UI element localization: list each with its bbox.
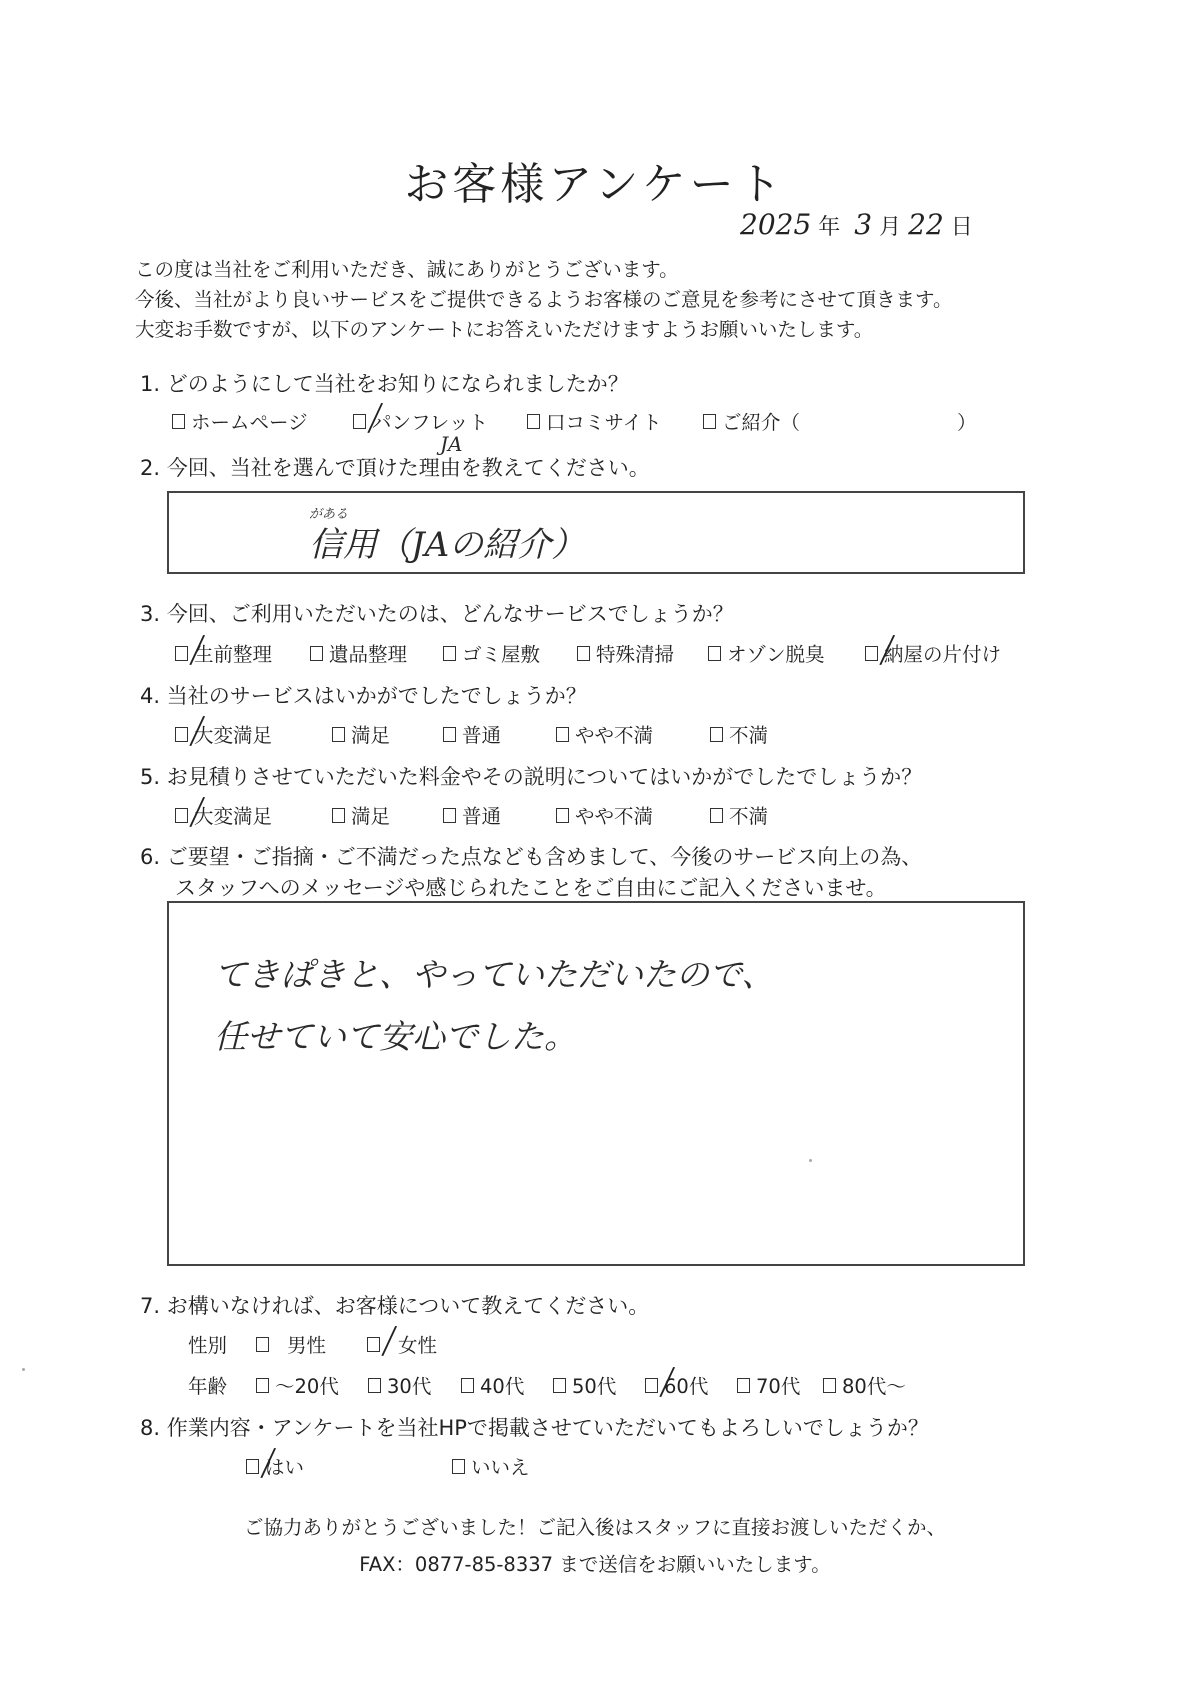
- q6-answer-box[interactable]: [167, 901, 1025, 1266]
- checkbox[interactable]: [461, 1378, 474, 1393]
- q7-age-20s-under[interactable]: ～20代: [256, 1371, 339, 1399]
- checkbox[interactable]: [443, 646, 456, 661]
- q2-answer-box[interactable]: [167, 491, 1025, 574]
- checkbox[interactable]: [556, 727, 569, 742]
- q5-option-slightly-dissatisfied[interactable]: やや不満: [556, 801, 653, 829]
- question-7-age-row: [0, 1372, 1190, 1398]
- q4-option-normal[interactable]: 普通: [443, 720, 501, 748]
- q5-option-normal[interactable]: 普通: [443, 801, 501, 829]
- q4-option-dissatisfied[interactable]: 不満: [710, 720, 768, 748]
- date-day-label: 日: [950, 215, 973, 240]
- survey-title: お客様アンケート: [404, 159, 786, 210]
- checkbox-checked[interactable]: [175, 808, 188, 823]
- checkbox[interactable]: [368, 1378, 381, 1393]
- q3-option-seizen-seiri[interactable]: 生前整理: [175, 639, 272, 667]
- checkbox[interactable]: [452, 1459, 465, 1474]
- checkbox-checked[interactable]: [865, 646, 878, 661]
- question-3-options: [0, 640, 1190, 666]
- question-5-label: 5. お見積りさせていただいた料金やその説明についてはいかがでしたでしょうか？: [140, 765, 923, 789]
- checkbox[interactable]: [256, 1337, 269, 1352]
- checkbox-checked[interactable]: [246, 1459, 259, 1474]
- checkbox[interactable]: [553, 1378, 566, 1393]
- scan-speck: [22, 1368, 25, 1371]
- checkbox-checked[interactable]: [645, 1378, 658, 1393]
- date-year: 2025: [740, 208, 812, 241]
- checkbox[interactable]: [708, 646, 721, 661]
- q4-option-satisfied[interactable]: 満足: [332, 720, 390, 748]
- q3-option-gomi-yashiki[interactable]: ゴミ屋敷: [443, 639, 540, 667]
- q3-option-naya[interactable]: 納屋の片付け: [865, 639, 1001, 667]
- q7-age-40s[interactable]: 40代: [461, 1371, 524, 1399]
- footer-fax-line: FAX：0877-85-8337 まで送信をお願いいたします。: [359, 1553, 831, 1576]
- q6-answer-line-2: 任せていて安心でした。: [214, 1017, 577, 1056]
- question-5-options: [0, 802, 1190, 828]
- question-2-label: 2. 今回、当社を選んで頂けた理由を教えてください。: [140, 456, 650, 480]
- age-label: 年齢: [188, 1375, 228, 1398]
- checkbox-checked[interactable]: [367, 1337, 380, 1352]
- date-day: 22: [908, 208, 944, 241]
- q3-option-ihin-seiri[interactable]: 遺品整理: [310, 639, 407, 667]
- q1-handwritten-annotation: JA: [440, 432, 463, 456]
- question-3-label: 3. 今回、ご利用いただいたのは、どんなサービスでしょうか？: [140, 602, 734, 626]
- question-4-label: 4. 当社のサービスはいかがでしたでしょうか？: [140, 684, 587, 708]
- q8-option-yes[interactable]: はい: [246, 1452, 304, 1480]
- question-1-options: [0, 408, 1190, 434]
- q3-option-tokushu-seiso[interactable]: 特殊清掃: [577, 639, 674, 667]
- gender-label: 性別: [188, 1334, 228, 1357]
- q1-option-pamphlet[interactable]: パンフレット: [353, 407, 488, 435]
- checkbox[interactable]: [737, 1378, 750, 1393]
- q7-age-60s[interactable]: 60代: [645, 1371, 708, 1399]
- date-month: 3: [854, 208, 873, 241]
- question-7-gender-row: [0, 1331, 1190, 1357]
- checkbox[interactable]: [443, 727, 456, 742]
- q7-age-70s[interactable]: 70代: [737, 1371, 800, 1399]
- q1-option-referral[interactable]: ご紹介（: [703, 407, 800, 435]
- q1-option-review-site[interactable]: 口コミサイト: [527, 407, 662, 435]
- question-7-label: 7. お構いなければ、お客様について教えてください。: [140, 1294, 650, 1318]
- intro-line-1: この度は当社をご利用いただき、誠にありがとうございます。: [135, 258, 679, 281]
- intro-line-2: 今後、当社がより良いサービスをご提供できるようお客様のご意見を参考にさせて頂きます。: [135, 288, 953, 311]
- checkbox[interactable]: [332, 727, 345, 742]
- q5-option-very-satisfied[interactable]: 大変満足: [175, 801, 272, 829]
- question-4-options: [0, 721, 1190, 747]
- q2-answer-text: 信用（JAの紹介）: [309, 525, 586, 565]
- checkbox[interactable]: [556, 808, 569, 823]
- date-month-label: 月: [879, 215, 902, 240]
- checkbox[interactable]: [310, 646, 323, 661]
- checkbox[interactable]: [443, 808, 456, 823]
- q3-option-ozone[interactable]: オゾン脱臭: [708, 639, 825, 667]
- checkbox-checked[interactable]: [175, 727, 188, 742]
- footer-line-1: ご協力ありがとうございました！ご記入後はスタッフに直接お渡しいただくか、: [243, 1516, 946, 1539]
- checkbox[interactable]: [577, 646, 590, 661]
- checkbox[interactable]: [703, 414, 716, 429]
- survey-date[interactable]: [740, 208, 973, 241]
- q6-answer-line-1: てきぱきと、やっていただいたので、: [214, 955, 775, 994]
- q7-age-30s[interactable]: 30代: [368, 1371, 431, 1399]
- checkbox[interactable]: [710, 808, 723, 823]
- q7-option-female[interactable]: 女性: [367, 1330, 437, 1358]
- q8-option-no[interactable]: いいえ: [452, 1452, 530, 1480]
- question-8-options: [0, 1453, 1190, 1479]
- checkbox-checked[interactable]: [175, 646, 188, 661]
- checkbox[interactable]: [527, 414, 540, 429]
- checkbox[interactable]: [823, 1378, 836, 1393]
- q7-age-50s[interactable]: 50代: [553, 1371, 616, 1399]
- question-6-label-line-1: 6. ご要望・ご指摘・ご不満だった点なども含めまして、今後のサービス向上の為、: [140, 845, 923, 869]
- checkbox-checked[interactable]: [353, 414, 366, 429]
- q1-referral-close-paren: ）: [957, 411, 977, 434]
- q7-option-male[interactable]: 男性: [256, 1330, 326, 1358]
- q7-age-80s-over[interactable]: 80代～: [823, 1371, 906, 1399]
- scan-speck: [809, 1159, 812, 1162]
- q1-option-homepage[interactable]: ホームページ: [172, 407, 308, 435]
- q5-option-satisfied[interactable]: 満足: [332, 801, 390, 829]
- q2-answer-superscript: がある: [309, 507, 349, 522]
- q5-option-dissatisfied[interactable]: 不満: [710, 801, 768, 829]
- q4-option-slightly-dissatisfied[interactable]: やや不満: [556, 720, 653, 748]
- question-8-label: 8. 作業内容・アンケートを当社HPで掲載させていただいてもよろしいでしょうか？: [140, 1416, 929, 1440]
- date-year-label: 年: [818, 215, 841, 240]
- checkbox[interactable]: [172, 414, 185, 429]
- intro-line-3: 大変お手数ですが、以下のアンケートにお答えいただけますようお願いいたします。: [135, 318, 874, 341]
- question-1-label: 1. どのようにして当社をお知りになられましたか？: [140, 372, 629, 396]
- q4-option-very-satisfied[interactable]: 大変満足: [175, 720, 272, 748]
- checkbox[interactable]: [256, 1378, 269, 1393]
- checkbox[interactable]: [332, 808, 345, 823]
- question-6-label-line-2: スタッフへのメッセージや感じられたことをご自由にご記入くださいませ。: [175, 876, 887, 900]
- checkbox[interactable]: [710, 727, 723, 742]
